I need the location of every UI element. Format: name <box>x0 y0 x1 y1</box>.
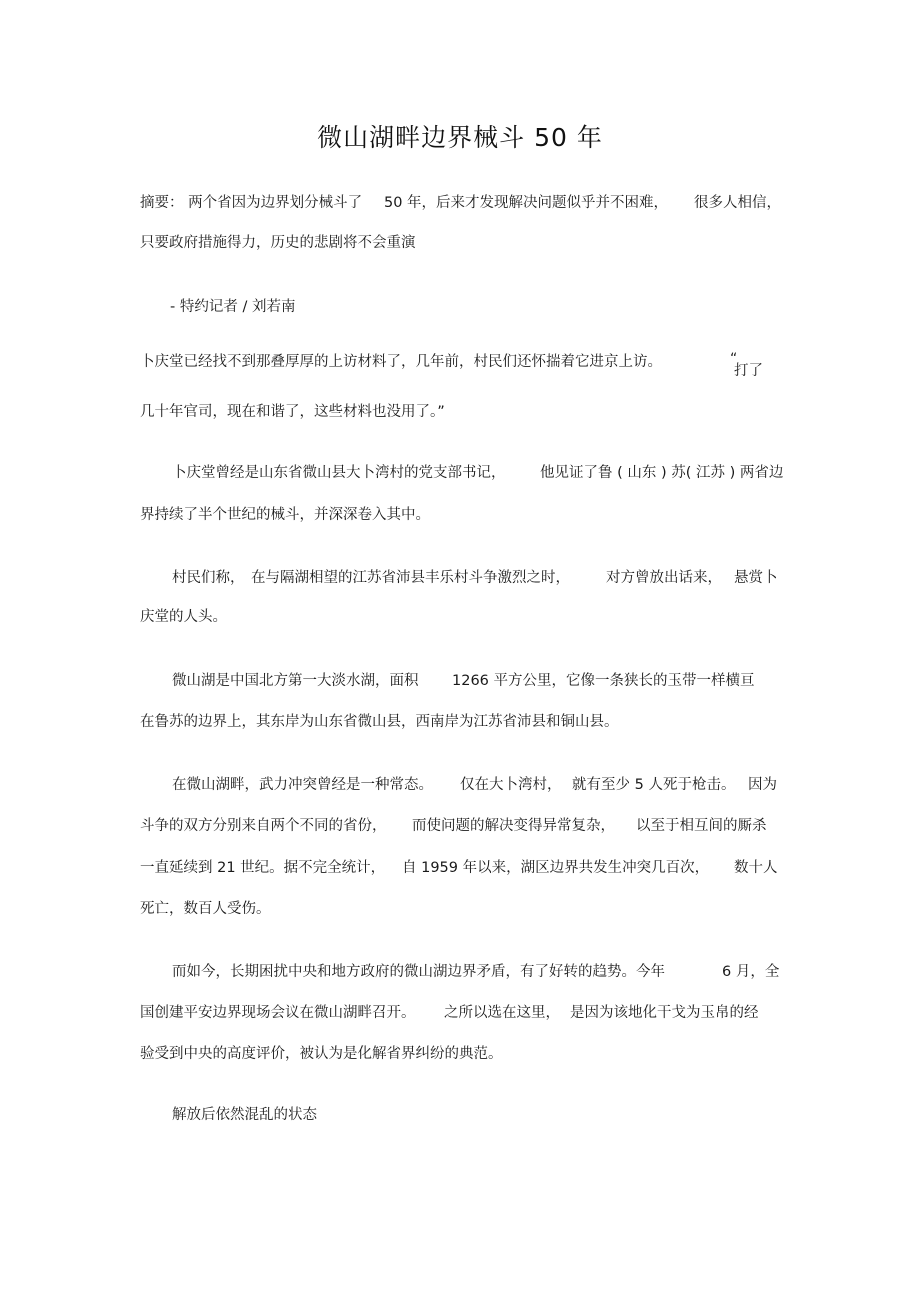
abstract-line2: 只要政府措施得力，历史的悲剧将不会重演 <box>140 235 416 251</box>
p5-line1-part-a: 在微山湖畔，武力冲突曾经是一种常态。 <box>172 777 433 793</box>
p1-line1-end: 打了 <box>734 363 763 379</box>
p5-line3-part-c: 数十人 <box>734 860 778 876</box>
p6-line3: 验受到中央的高度评价，被认为是化解省界纠纷的典范。 <box>140 1046 503 1062</box>
p6-line1-part-b: 6 月，全 <box>722 964 780 980</box>
abstract-line1-part-c: 很多人相信， <box>694 195 781 211</box>
p5-line2-part-a: 斗争的双方分别来自两个不同的省份， <box>140 818 387 834</box>
p5-line3-part-b: 自 1959 年以来，湖区边界共发生冲突几百次， <box>402 860 710 876</box>
p1-line2: 几十年官司，现在和谐了，这些材料也没用了。” <box>140 404 445 420</box>
byline: - 特约记者 / 刘若南 <box>170 299 296 315</box>
p6-line2-part-b: 之所以选在这里， <box>444 1005 560 1021</box>
p4-line1-part-b: 1266 平方公里，它像一条狭长的玉带一样横亘 <box>452 673 755 689</box>
p1-line1: 卜庆堂已经找不到那叠厚厚的上访材料了，几年前，村民们还怀揣着它进京上访。 <box>140 354 662 370</box>
p5-line1-part-d: 因为 <box>748 777 777 793</box>
p5-line1-part-c: 就有至少 5 人死于枪击。 <box>572 777 736 793</box>
p1-quote-open: “ <box>730 351 738 367</box>
p3-line1-part-d: 悬赏卜 <box>734 570 778 586</box>
p3-line1-part-a: 村民们称， <box>172 570 245 586</box>
section-subheading: 解放后依然混乱的状态 <box>172 1107 317 1123</box>
p2-line2: 界持续了半个世纪的械斗，并深深卷入其中。 <box>140 507 430 523</box>
p2-line1-part-b: 他见证了鲁 ( 山东 ) 苏( 江苏 ) 两省边 <box>540 465 784 481</box>
p3-line1-part-c: 对方曾放出话来， <box>606 570 722 586</box>
p4-line1-part-a: 微山湖是中国北方第一大淡水湖，面积 <box>172 673 419 689</box>
p3-line2: 庆堂的人头。 <box>140 609 227 625</box>
p5-line2-part-b: 而使问题的解决变得异常复杂， <box>412 818 615 834</box>
p6-line1-part-a: 而如今，长期困扰中央和地方政府的微山湖边界矛盾，有了好转的趋势。今年 <box>172 964 665 980</box>
p2-line1-part-a: 卜庆堂曾经是山东省微山县大卜湾村的党支部书记， <box>172 465 506 481</box>
p5-line2-part-c: 以至于相互间的厮杀 <box>636 818 767 834</box>
abstract-line1-part-b: 50 年，后来才发现解决问题似乎并不困难， <box>384 195 669 211</box>
p4-line2: 在鲁苏的边界上，其东岸为山东省微山县，西南岸为江苏省沛县和铜山县。 <box>140 714 619 730</box>
p5-line3-part-a: 一直延续到 21 世纪。据不完全统计， <box>140 860 386 876</box>
p6-line2-part-c: 是因为该地化干戈为玉帛的经 <box>570 1005 759 1021</box>
p6-line2-part-a: 国创建平安边界现场会议在微山湖畔召开。 <box>140 1005 416 1021</box>
abstract-line1-part-a: 摘要： 两个省因为边界划分械斗了 <box>140 195 363 211</box>
p3-line1-part-b: 在与隔湖相望的江苏省沛县丰乐村斗争激烈之时， <box>251 570 570 586</box>
document-title: 微山湖畔边界械斗 50 年 <box>317 123 603 152</box>
p5-line4: 死亡，数百人受伤。 <box>140 901 271 917</box>
p5-line1-part-b: 仅在大卜湾村， <box>460 777 562 793</box>
